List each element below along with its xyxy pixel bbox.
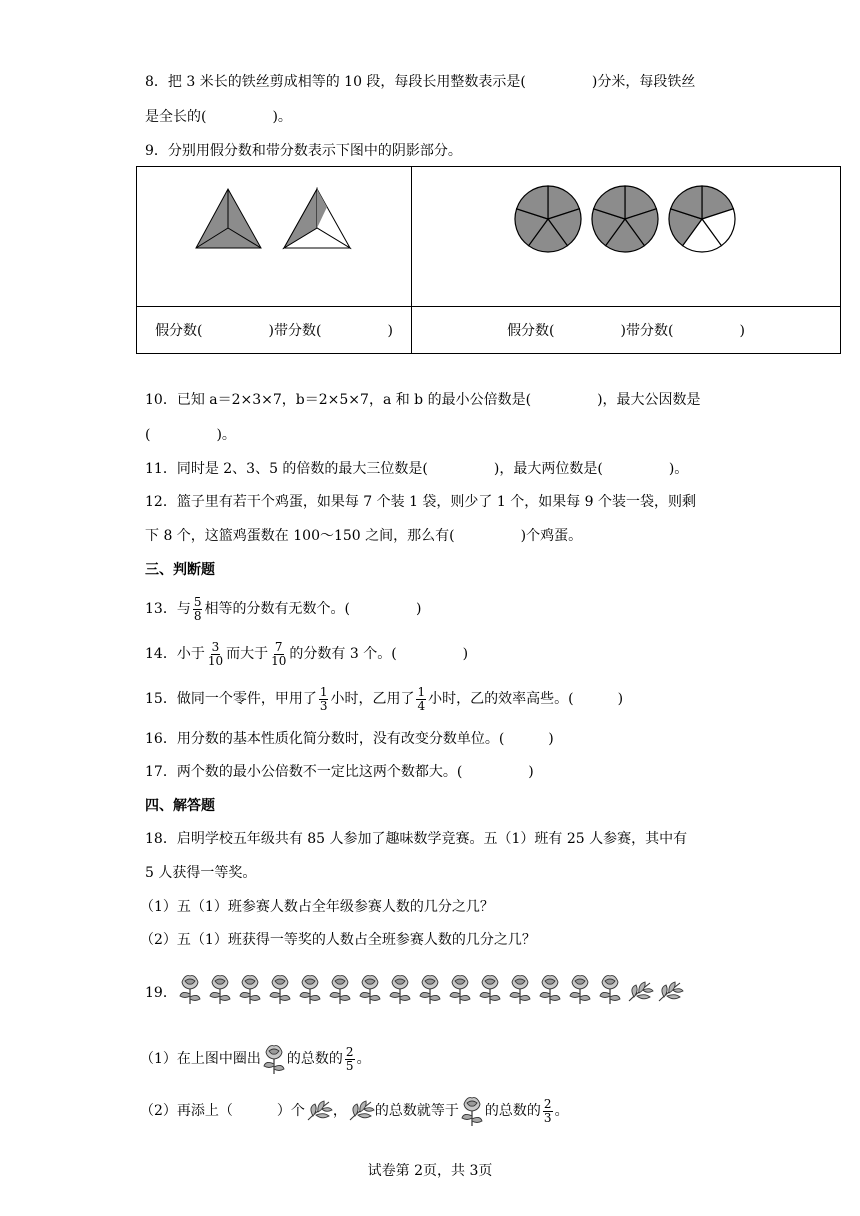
rose-icon xyxy=(506,972,534,1006)
question-8-line-2: 是全长的( )。 xyxy=(145,109,292,125)
rose-icon xyxy=(459,1094,485,1128)
question-15: 15．做同一个零件，甲用了 $\frac{1}{3}$ 小时，乙用了 $\frac{1}{4}$ 小时，乙的效率高些。( ) xyxy=(145,684,624,713)
rose-icon xyxy=(536,972,564,1006)
rose-icon xyxy=(416,972,444,1006)
leaf-icon xyxy=(656,972,684,1006)
triangle-partial xyxy=(284,189,350,248)
circles-figure xyxy=(412,167,840,302)
rose-icon xyxy=(596,972,624,1006)
rose-icon xyxy=(356,972,384,1006)
fraction: $\frac{3}{10}$ xyxy=(207,639,224,668)
question-14: 14．小于 $\frac{3}{10}$ 而大于 $\frac{7}{10}$ 的分数有 3 个。( ) xyxy=(145,639,469,668)
rose-icon xyxy=(261,1042,287,1076)
pie-circle xyxy=(515,186,581,252)
question-11: 11．同时是 2、3、5 的倍数的最大三位数是( )，最大两位数是( )。 xyxy=(145,461,689,477)
flower-row xyxy=(176,972,684,1006)
question-18-line-1: 18．启明学校五年级共有 85 人参加了趣味数学竞赛。五（1）班有 25 人参赛，其中有 xyxy=(145,831,688,847)
fraction: $\frac{1}{3}$ xyxy=(319,684,328,713)
fraction: $\frac{7}{10}$ xyxy=(271,639,287,668)
question-19-label: 19． xyxy=(145,985,177,1001)
section-3-heading: 三、判断题 xyxy=(145,562,215,578)
fraction: $\frac{2}{3}$ xyxy=(543,1096,552,1125)
question-12-line-1: 12．篮子里有若干个鸡蛋，如果每 7 个装 1 袋，则少了 1 个，如果每 9 个装一袋，则剩 xyxy=(145,494,697,510)
question-18-sub-1: （1）五（1）班参赛人数占全年级参赛人数的几分之几？ xyxy=(140,899,494,915)
rose-icon xyxy=(176,972,204,1006)
rose-icon xyxy=(446,972,474,1006)
rose-icon xyxy=(386,972,414,1006)
question-17: 17．两个数的最小公倍数不一定比这两个数都大。( ) xyxy=(145,764,534,780)
circles-cell xyxy=(412,167,841,307)
rose-icon xyxy=(476,972,504,1006)
rose-icon xyxy=(206,972,234,1006)
question-19-sub-2: （2）再添上（ ）个 ， 的总数就等于 的总数的 $\frac{2}{3}$ 。 xyxy=(140,1094,569,1128)
rose-icon xyxy=(236,972,264,1006)
question-18-sub-2: （2）五（1）班获得一等奖的人数占全班参赛人数的几分之几？ xyxy=(140,932,536,948)
question-12-line-2: 下 8 个，这篮鸡蛋数在 100～150 之间，那么有( )个鸡蛋。 xyxy=(145,528,583,544)
triangle-full xyxy=(196,189,261,248)
question-13: 13．与 $\frac{5}{8}$ 相等的分数有无数个。( ) xyxy=(145,594,422,623)
page-footer: 试卷第 2页，共 3页 xyxy=(367,1163,493,1179)
question-19-sub-1: （1）在上图中圈出 的总数的 $\frac{2}{5}$ 。 xyxy=(140,1042,371,1076)
fraction: $\frac{5}{8}$ xyxy=(193,594,202,623)
triangles-cell xyxy=(137,167,412,307)
question-18-line-2: 5 人获得一等奖。 xyxy=(145,865,257,881)
question-10-line-2: ( )。 xyxy=(145,427,236,443)
question-9-figure-table xyxy=(136,166,841,354)
rose-icon xyxy=(566,972,594,1006)
rose-icon xyxy=(326,972,354,1006)
leaf-icon xyxy=(305,1099,333,1123)
leaf-icon xyxy=(347,1099,375,1123)
right-answer-cell: 假分数( )带分数( ) xyxy=(412,307,841,354)
question-8-line-1: 8．把 3 米长的铁丝剪成相等的 10 段，每段长用整数表示是( )分米，每段铁丝 xyxy=(145,74,696,90)
section-4-heading: 四、解答题 xyxy=(145,798,215,814)
question-9-stem: 9．分别用假分数和带分数表示下图中的阴影部分。 xyxy=(145,143,462,159)
left-answer-cell: 假分数( )带分数( ) xyxy=(137,307,412,354)
fraction: $\frac{1}{4}$ xyxy=(417,684,426,713)
question-10-line-1: 10．已知 a＝2×3×7，b＝2×5×7，a 和 b 的最小公倍数是( )，最大公因数是 xyxy=(145,392,701,408)
question-16: 16．用分数的基本性质化简分数时，没有改变分数单位。( ) xyxy=(145,731,554,747)
triangles-figure xyxy=(137,167,411,302)
leaf-icon xyxy=(626,972,654,1006)
pie-circle xyxy=(592,186,658,252)
rose-icon xyxy=(296,972,324,1006)
fraction: $\frac{2}{5}$ xyxy=(345,1044,354,1073)
rose-icon xyxy=(266,972,294,1006)
pie-circle xyxy=(669,186,735,252)
